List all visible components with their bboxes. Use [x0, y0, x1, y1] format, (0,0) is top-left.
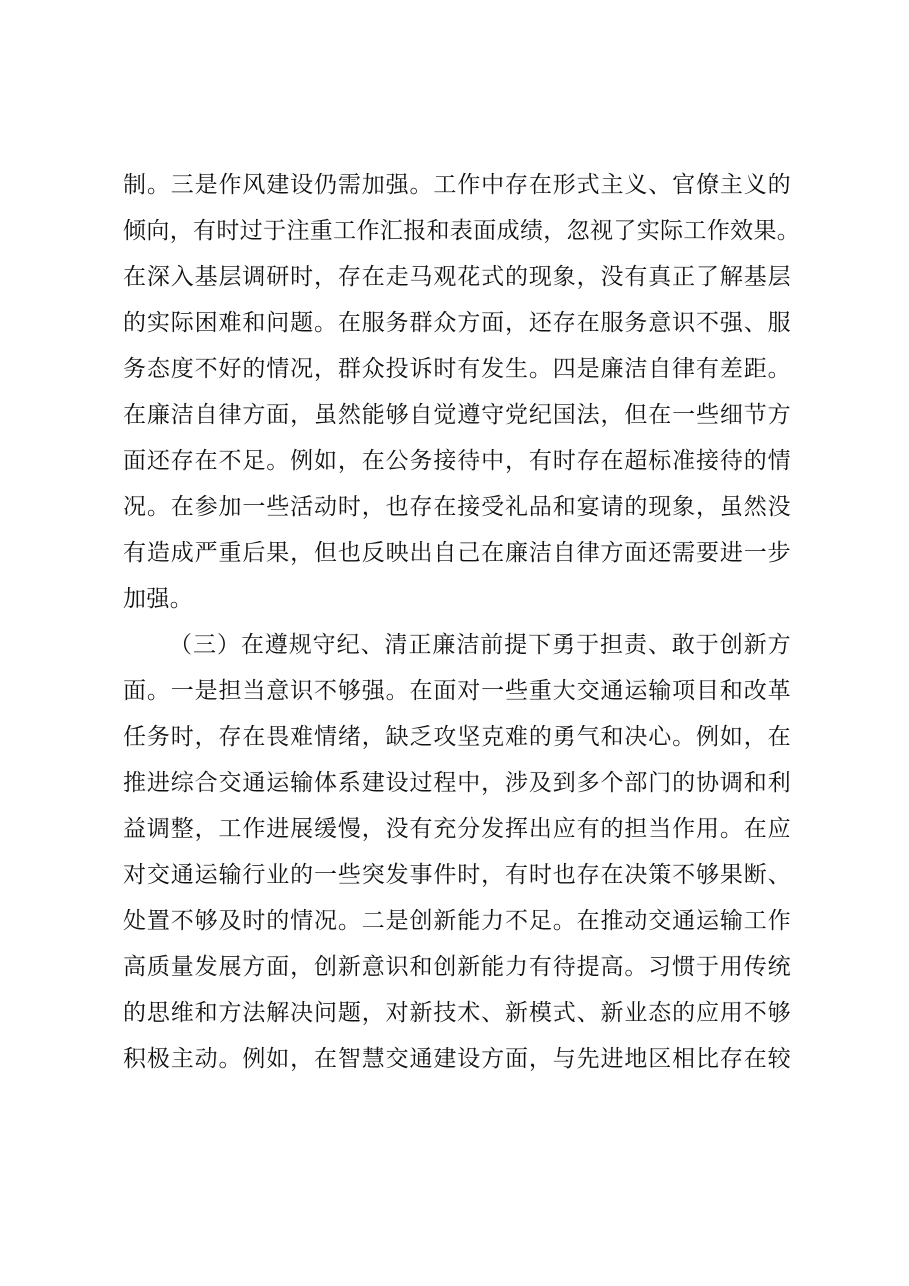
- paragraph-1-line-5: 务态度不好的情况，群众投诉时有发生。四是廉洁自律有差距。: [123, 356, 791, 382]
- paragraph-1-line-6: 在廉洁自律方面，虽然能够自觉遵守党纪国法，但在一些细节方: [123, 402, 791, 428]
- paragraph-2-line-2: 面。一是担当意识不够强。在面对一些重大交通运输项目和改革: [123, 678, 791, 704]
- paragraph-1-line-4: 的实际困难和问题。在服务群众方面，还存在服务意识不强、服: [123, 310, 791, 336]
- paragraph-2-line-4: 推进综合交通运输体系建设过程中，涉及到多个部门的协调和利: [123, 770, 791, 796]
- paragraph-2-line-1: （三）在遵规守纪、清正廉洁前提下勇于担责、敢于创新方: [169, 632, 791, 658]
- paragraph-1-line-3: 在深入基层调研时，存在走马观花式的现象，没有真正了解基层: [123, 264, 791, 290]
- paragraph-1-line-2: 倾向，有时过于注重工作汇报和表面成绩，忽视了实际工作效果。: [123, 218, 801, 244]
- paragraph-1-line-1: 制。三是作风建设仍需加强。工作中存在形式主义、官僚主义的: [123, 172, 791, 198]
- paragraph-1-line-7: 面还存在不足。例如，在公务接待中，有时存在超标准接待的情: [123, 448, 791, 474]
- paragraph-2-line-8: 高质量发展方面，创新意识和创新能力有待提高。习惯于用传统: [123, 954, 791, 980]
- paragraph-1-line-9: 有造成严重后果，但也反映出自己在廉洁自律方面还需要进一步: [123, 540, 791, 566]
- paragraph-2-line-7: 处置不够及时的情况。二是创新能力不足。在推动交通运输工作: [123, 908, 791, 934]
- paragraph-2-line-6: 对交通运输行业的一些突发事件时，有时也存在决策不够果断、: [123, 862, 791, 888]
- paragraph-2-line-3: 任务时，存在畏难情绪，缺乏攻坚克难的勇气和决心。例如，在: [123, 724, 791, 750]
- paragraph-1-line-10: 加强。: [123, 586, 194, 612]
- paragraph-1-line-8: 况。在参加一些活动时，也存在接受礼品和宴请的现象，虽然没: [123, 494, 791, 520]
- paragraph-2-line-5: 益调整，工作进展缓慢，没有充分发挥出应有的担当作用。在应: [123, 816, 791, 842]
- paragraph-2-line-9: 的思维和方法解决问题，对新技术、新模式、新业态的应用不够: [123, 1000, 791, 1026]
- paragraph-2-line-10: 积极主动。例如，在智慧交通建设方面，与先进地区相比存在较: [123, 1046, 791, 1072]
